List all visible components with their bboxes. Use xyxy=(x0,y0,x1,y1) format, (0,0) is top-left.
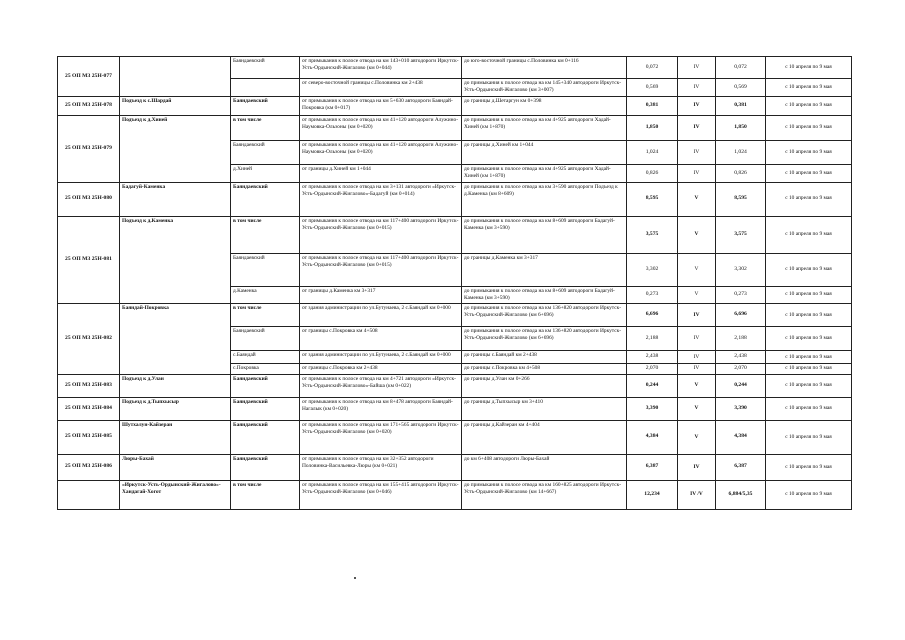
start-point-cell: от примыкания к полосе отвода на км 4+721 автодороги «Иркутск-Усть-Ордынский-Жигалово»-Байша (км 0+022) xyxy=(300,374,462,397)
page-mark xyxy=(354,577,356,579)
category-cell: IV xyxy=(678,364,716,375)
restricted-length-cell: 3,575 xyxy=(716,216,766,253)
category-cell: IV /V xyxy=(678,480,716,509)
road-code: 25 ОП МЗ 25Н-080 xyxy=(58,182,120,216)
restricted-length-cell: 6,884/5,35 xyxy=(716,480,766,509)
category-cell: IV xyxy=(678,165,716,183)
start-point-cell: от границы с.Покровка км 4+508 xyxy=(300,327,462,351)
restriction-period-cell: с 10 апреля по 9 мая xyxy=(766,480,852,509)
category-cell: V xyxy=(678,374,716,397)
start-point-cell: от примыкания к полосе отвода на км 41+120 автодороги Алужино-Наумовка-Ользоны (км 0+020) xyxy=(300,116,462,141)
length-cell: 4,384 xyxy=(627,420,678,454)
category-cell: V xyxy=(678,397,716,420)
district-cell xyxy=(231,79,300,97)
restricted-length-cell: 0,072 xyxy=(716,57,766,79)
restriction-period-cell: с 10 апреля по 9 мая xyxy=(766,286,852,304)
table-row xyxy=(58,420,852,454)
start-point-cell: от примыкания к полосе отвода на км 8+478 автодороги Баяндай-Нагалык (км 0+020) xyxy=(300,397,462,420)
district-cell: Баяндаевский xyxy=(231,454,300,480)
restricted-length-cell: 0,381 xyxy=(716,97,766,116)
category-cell: IV xyxy=(678,454,716,480)
restricted-length-cell: 1,024 xyxy=(716,141,766,165)
district-cell: в том числе xyxy=(231,304,300,327)
end-point-cell: до примыкания к полосе отвода на км 136+820 автодороги Иркутск-Усть-Ордынский-Жигалово (км 6+696) xyxy=(462,327,627,351)
end-point-cell: до границы д.Кайзеран км 4+404 xyxy=(462,420,627,454)
restriction-period-cell: с 10 апреля по 9 мая xyxy=(766,420,852,454)
road-name: Подъезд к д.Хиней xyxy=(120,116,231,183)
length-cell: 12,234 xyxy=(627,480,678,509)
end-point-cell: до примыкания к полосе отвода на км 136+820 автодороги Иркутск-Усть-Ордынский-Жигалово (км 6+696) xyxy=(462,304,627,327)
end-point-cell: до примыкания к полосе отвода на км 3+590 автодороги Подъезд к д.Каменка (км 8+609) xyxy=(462,182,627,216)
category-cell: V xyxy=(678,253,716,286)
restricted-length-cell: 0,273 xyxy=(716,286,766,304)
start-point-cell: от здания администрации по ул.Бутунаева, 2 с.Баяндай км 0+000 xyxy=(300,351,462,364)
end-point-cell: до примыкания к полосе отвода на км 160+825 автодороги Иркутск-Усть-Ордынский-Жигалово (км 14+667) xyxy=(462,480,627,509)
road-name: Подъезд к с.Шардай xyxy=(120,97,231,116)
road-name: Баяндай-Покровка xyxy=(120,304,231,375)
table-row xyxy=(58,216,852,253)
restriction-period-cell: с 10 апреля по 9 мая xyxy=(766,253,852,286)
length-cell: 0,072 xyxy=(627,57,678,79)
category-cell: IV xyxy=(678,351,716,364)
category-cell: IV xyxy=(678,304,716,327)
district-cell: д.Хиней xyxy=(231,165,300,183)
table-row xyxy=(58,57,852,79)
district-cell: в том числе xyxy=(231,216,300,253)
start-point-cell: от здания администрации по ул.Бутунаева, 2 с.Баяндай км 0+000 xyxy=(300,304,462,327)
road-code: 25 ОП МЗ 25Н-079 xyxy=(58,116,120,183)
end-point-cell: до границы д.Улан км 0+266 xyxy=(462,374,627,397)
road-code: 25 ОП МЗ 25Н-084 xyxy=(58,397,120,420)
restriction-period-cell: с 10 апреля по 9 мая xyxy=(766,97,852,116)
road-restrictions-table xyxy=(57,56,852,510)
start-point-cell: от границы д.Каменка км 3+317 xyxy=(300,286,462,304)
restriction-period-cell: с 10 апреля по 9 мая xyxy=(766,165,852,183)
length-cell: 2,070 xyxy=(627,364,678,375)
road-name xyxy=(120,57,231,97)
restricted-length-cell: 3,302 xyxy=(716,253,766,286)
road-name: Люры-Бахай xyxy=(120,454,231,480)
road-name: Бадагуй-Каменка xyxy=(120,182,231,216)
restricted-length-cell: 0,244 xyxy=(716,374,766,397)
length-cell: 8,595 xyxy=(627,182,678,216)
restricted-length-cell: 6,387 xyxy=(716,454,766,480)
table-row xyxy=(58,454,852,480)
district-cell: Баяндаевский xyxy=(231,420,300,454)
category-cell: IV xyxy=(678,79,716,97)
restriction-period-cell: с 10 апреля по 9 мая xyxy=(766,454,852,480)
category-cell: IV xyxy=(678,97,716,116)
start-point-cell: от примыкания к полосе отвода на км 171+565 автодороги Иркутск-Усть-Ордынский-Жигалово (км 0+020) xyxy=(300,420,462,454)
restricted-length-cell: 1,850 xyxy=(716,116,766,141)
district-cell: с.Баяндай xyxy=(231,351,300,364)
road-name: Подъезд к д.Каменка xyxy=(120,216,231,304)
start-point-cell: от примыкания к полосе отвода на км 143+010 автодороги Иркутск-Усть-Ордынский-Жигалово (км 0+044) xyxy=(300,57,462,79)
category-cell: V xyxy=(678,216,716,253)
district-cell: в том числе xyxy=(231,480,300,509)
restriction-period-cell: с 10 апреля по 9 мая xyxy=(766,327,852,351)
district-cell: с.Покровка xyxy=(231,364,300,375)
district-cell: Баяндаевский xyxy=(231,182,300,216)
road-name: Шутхалун-Кайзеран xyxy=(120,420,231,454)
end-point-cell: до границы д.Каменка км 3+317 xyxy=(462,253,627,286)
restricted-length-cell: 0,569 xyxy=(716,79,766,97)
road-code: 25 ОП МЗ 25Н-085 xyxy=(58,420,120,454)
restriction-period-cell: с 10 апреля по 9 мая xyxy=(766,351,852,364)
table-row xyxy=(58,374,852,397)
district-cell: Баяндаевский xyxy=(231,97,300,116)
end-point-cell: до примыкания к полосе отвода на км 8+609 автодороги Бадагуй-Каменка (км 3+590) xyxy=(462,286,627,304)
end-point-cell: до примыкания к полосе отвода на км 145+340 автодороги Иркутск-Усть-Ордынский-Жигалово (км 3+007) xyxy=(462,79,627,97)
start-point-cell: от северо-восточной границы с.Половинка км 2+438 xyxy=(300,79,462,97)
start-point-cell: от примыкания к полосе отвода на км 3+131 автодороги «Иркутск-Усть-Ордынский-Жигалово»-Бадагуй (км 0+014) xyxy=(300,182,462,216)
restricted-length-cell: 0,826 xyxy=(716,165,766,183)
table-row xyxy=(58,480,852,509)
start-point-cell: от примыкания к полосе отвода на км 117+400 автодороги Иркутск-Усть-Ордынский-Жигалово (км 0+015) xyxy=(300,253,462,286)
length-cell: 6,696 xyxy=(627,304,678,327)
restricted-length-cell: 2,188 xyxy=(716,327,766,351)
length-cell: 2,188 xyxy=(627,327,678,351)
district-cell: Баяндаевский xyxy=(231,374,300,397)
restriction-period-cell: с 10 апреля по 9 мая xyxy=(766,216,852,253)
end-point-cell: до границы д.Хиней км 1+044 xyxy=(462,141,627,165)
restriction-period-cell: с 10 апреля по 9 мая xyxy=(766,304,852,327)
length-cell: 3,302 xyxy=(627,253,678,286)
length-cell: 1,850 xyxy=(627,116,678,141)
length-cell: 1,024 xyxy=(627,141,678,165)
start-point-cell: от примыкания к полосе отвода на км 5+630 автодороги Баяндай-Покровка (км 0+017) xyxy=(300,97,462,116)
district-cell: Баяндаевский xyxy=(231,327,300,351)
restricted-length-cell: 4,384 xyxy=(716,420,766,454)
category-cell: V xyxy=(678,286,716,304)
length-cell: 2,438 xyxy=(627,351,678,364)
length-cell: 6,387 xyxy=(627,454,678,480)
road-name: Подъезд к д.Тыпхысыр xyxy=(120,397,231,420)
table-row xyxy=(58,182,852,216)
restriction-period-cell: с 10 апреля по 9 мая xyxy=(766,182,852,216)
table-row xyxy=(58,304,852,327)
category-cell: IV xyxy=(678,116,716,141)
district-cell: Баяндаевский xyxy=(231,57,300,79)
start-point-cell: от примыкания к полосе отвода на км 41+120 автодороги Алужино-Наумовка-Ользоны (км 0+020) xyxy=(300,141,462,165)
category-cell: V xyxy=(678,182,716,216)
length-cell: 0,381 xyxy=(627,97,678,116)
end-point-cell: до примыкания к полосе отвода на км 8+609 автодороги Бадагуй-Каменка (км 3+590) xyxy=(462,216,627,253)
restriction-period-cell: с 10 апреля по 9 мая xyxy=(766,364,852,375)
restriction-period-cell: с 10 апреля по 9 мая xyxy=(766,57,852,79)
restricted-length-cell: 3,390 xyxy=(716,397,766,420)
road-code: 25 ОП МЗ 25Н-083 xyxy=(58,374,120,397)
road-code: 25 ОП МЗ 25Н-078 xyxy=(58,97,120,116)
road-code: 25 ОП МЗ 25Н-082 xyxy=(58,304,120,375)
restricted-length-cell: 2,070 xyxy=(716,364,766,375)
district-cell: Баяндаевский xyxy=(231,141,300,165)
category-cell: IV xyxy=(678,57,716,79)
end-point-cell: до границы с.Баяндай км 2+438 xyxy=(462,351,627,364)
end-point-cell: до примыкания к полосе отвода на км 4+925 автодороги Хадай-Хиней (км 1+870) xyxy=(462,165,627,183)
restriction-period-cell: с 10 апреля по 9 мая xyxy=(766,141,852,165)
end-point-cell: до границы д.Тыпхысыр км 3+410 xyxy=(462,397,627,420)
district-cell: Баяндаевский xyxy=(231,397,300,420)
end-point-cell: до км 6+408 автодороги Люры-Бахай xyxy=(462,454,627,480)
road-code xyxy=(58,480,120,509)
road-code: 25 ОП МЗ 25Н-086 xyxy=(58,454,120,480)
restricted-length-cell: 2,438 xyxy=(716,351,766,364)
length-cell: 0,244 xyxy=(627,374,678,397)
start-point-cell: от границы д.Хиней км 1+044 xyxy=(300,165,462,183)
category-cell: IV xyxy=(678,141,716,165)
restriction-period-cell: с 10 апреля по 9 мая xyxy=(766,79,852,97)
length-cell: 0,569 xyxy=(627,79,678,97)
road-name: «Иркутск-Усть-Ордынский-Жигалово»-Хандагай-Хогот xyxy=(120,480,231,509)
district-cell: в том числе xyxy=(231,116,300,141)
length-cell: 3,390 xyxy=(627,397,678,420)
restriction-period-cell: с 10 апреля по 9 мая xyxy=(766,116,852,141)
road-code: 25 ОП МЗ 25Н-077 xyxy=(58,57,120,97)
start-point-cell: от примыкания к полосе отвода на км 155+415 автодороги Иркутск-Усть-Ордынский-Жигалово (км 0+046) xyxy=(300,480,462,509)
end-point-cell: до границы д.Шетаргун км 0+398 xyxy=(462,97,627,116)
start-point-cell: от примыкания к полосе отвода на км 32+352 автодороги Половинка-Васильевка-Люры (км 0+021) xyxy=(300,454,462,480)
length-cell: 0,273 xyxy=(627,286,678,304)
category-cell: V xyxy=(678,420,716,454)
length-cell: 0,826 xyxy=(627,165,678,183)
end-point-cell: до границы с.Покровка км 4+508 xyxy=(462,364,627,375)
restriction-period-cell: с 10 апреля по 9 мая xyxy=(766,374,852,397)
category-cell: IV xyxy=(678,327,716,351)
end-point-cell: до юго-восточной границы с.Половинка км 0+116 xyxy=(462,57,627,79)
document-page xyxy=(57,56,851,510)
road-code: 25 ОП МЗ 25Н-081 xyxy=(58,216,120,304)
table-row xyxy=(58,97,852,116)
restricted-length-cell: 6,696 xyxy=(716,304,766,327)
restricted-length-cell: 8,595 xyxy=(716,182,766,216)
table-row xyxy=(58,116,852,141)
table-row xyxy=(58,397,852,420)
length-cell: 3,575 xyxy=(627,216,678,253)
start-point-cell: от примыкания к полосе отвода на км 117+400 автодороги Иркутск-Усть-Ордынский-Жигалово (км 0+015) xyxy=(300,216,462,253)
restriction-period-cell: с 10 апреля по 9 мая xyxy=(766,397,852,420)
district-cell: Баяндаевский xyxy=(231,253,300,286)
road-name: Подъезд к д.Улан xyxy=(120,374,231,397)
start-point-cell: от границы с.Покровка км 2+438 xyxy=(300,364,462,375)
district-cell: д.Каменка xyxy=(231,286,300,304)
end-point-cell: до примыкания к полосе отвода на км 4+925 автодороги Хадай-Хиней (км 1+870) xyxy=(462,116,627,141)
